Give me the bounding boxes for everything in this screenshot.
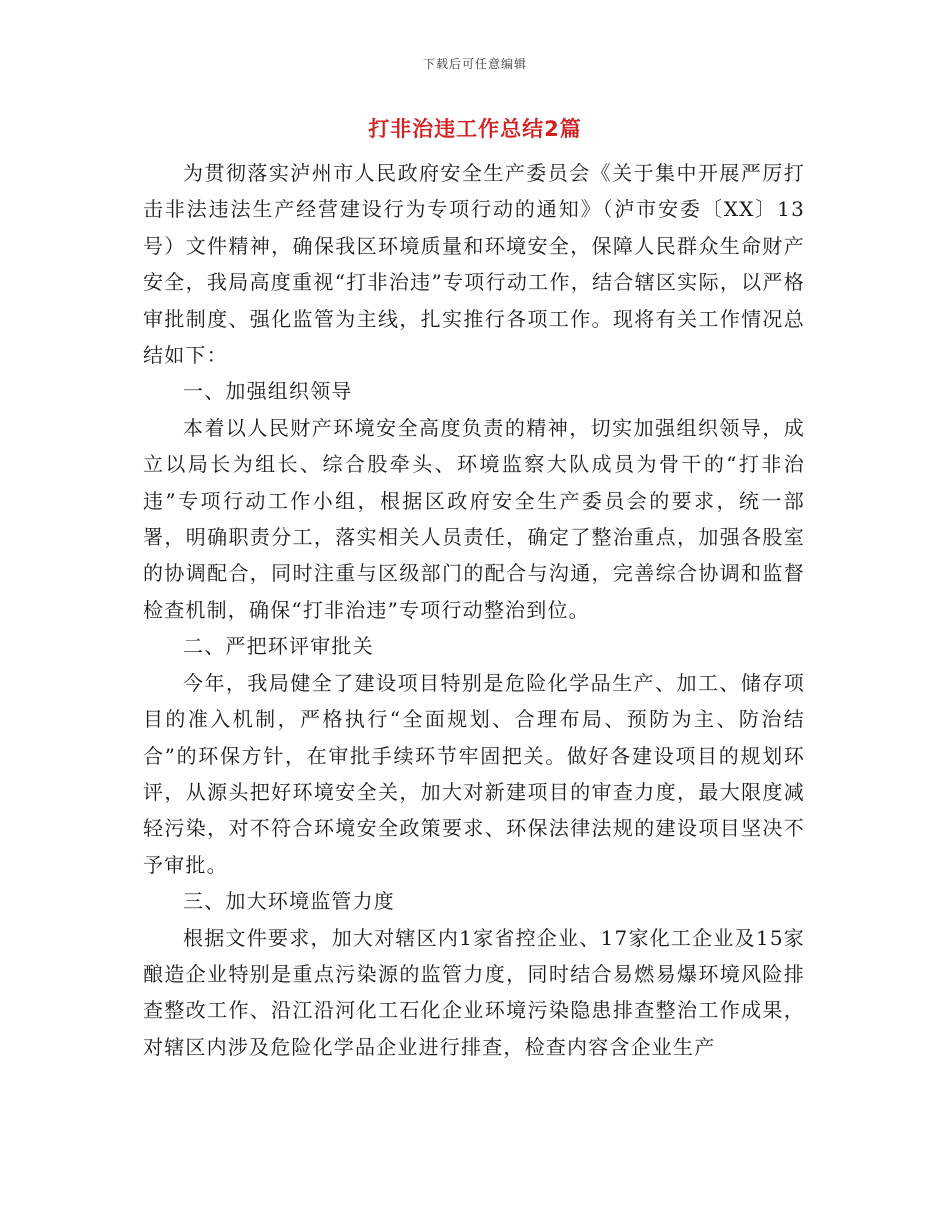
section-paragraph-2: 今年，我局健全了建设项目特别是危险化学品生产、加工、储存项目的准入机制，严格执行“全面规划、合理布局、预防为主、防治结合”的环保方针，在审批手续环节牢固把关。做好各建设项目的规划环评，从源头把好环境安全关，加大对新建项目的审查力度，最大限度减轻污染，对不符合环境安全政策要求、环保法律法规的建设项目坚决不予审批。 — [143, 670, 805, 877]
section-heading-2: 二、严把环评审批关 — [183, 634, 374, 659]
document-title: 打非治违工作总结2篇 — [368, 117, 582, 141]
section-paragraph-3: 根据文件要求，加大对辖区内1家省控企业、17家化工企业及15家酿造企业特别是重点污染源的监管力度，同时结合易燃易爆环境风险排查整改工作、沿江沿河化工石化企业环境污染隐患排查整治工作成果，对辖区内涉及危险化学品企业进行排查，检查内容含企业生产 — [143, 925, 805, 1059]
header-note: 下载后可任意编辑 — [422, 57, 527, 71]
intro-paragraph: 为贯彻落实泸州市人民政府安全生产委员会《关于集中开展严厉打击非法违法生产经营建设行为专项行动的通知》（泸市安委〔XX〕13号）文件精神，确保我区环境质量和环境安全，保障人民群众生命财产安全，我局高度重视“打非治违”专项行动工作，结合辖区实际，以严格审批制度、强化监管为主线，扎实推行各项工作。现将有关工作情况总结如下： — [143, 161, 805, 368]
section-heading-1: 一、加强组织领导 — [183, 379, 353, 404]
section-paragraph-1: 本着以人民财产环境安全高度负责的精神，切实加强组织领导，成立以局长为组长、综合股牵头、环境监察大队成员为骨干的“打非治违”专项行动工作小组，根据区政府安全生产委员会的要求，统一部署，明确职责分工，落实相关人员责任，确定了整治重点，加强各股室的协调配合，同时注重与区级部门的配合与沟通，完善综合协调和监督检查机制，确保“打非治违”专项行动整治到位。 — [143, 415, 805, 622]
section-heading-3: 三、加大环境监管力度 — [183, 889, 395, 914]
document-body — [143, 155, 805, 1065]
